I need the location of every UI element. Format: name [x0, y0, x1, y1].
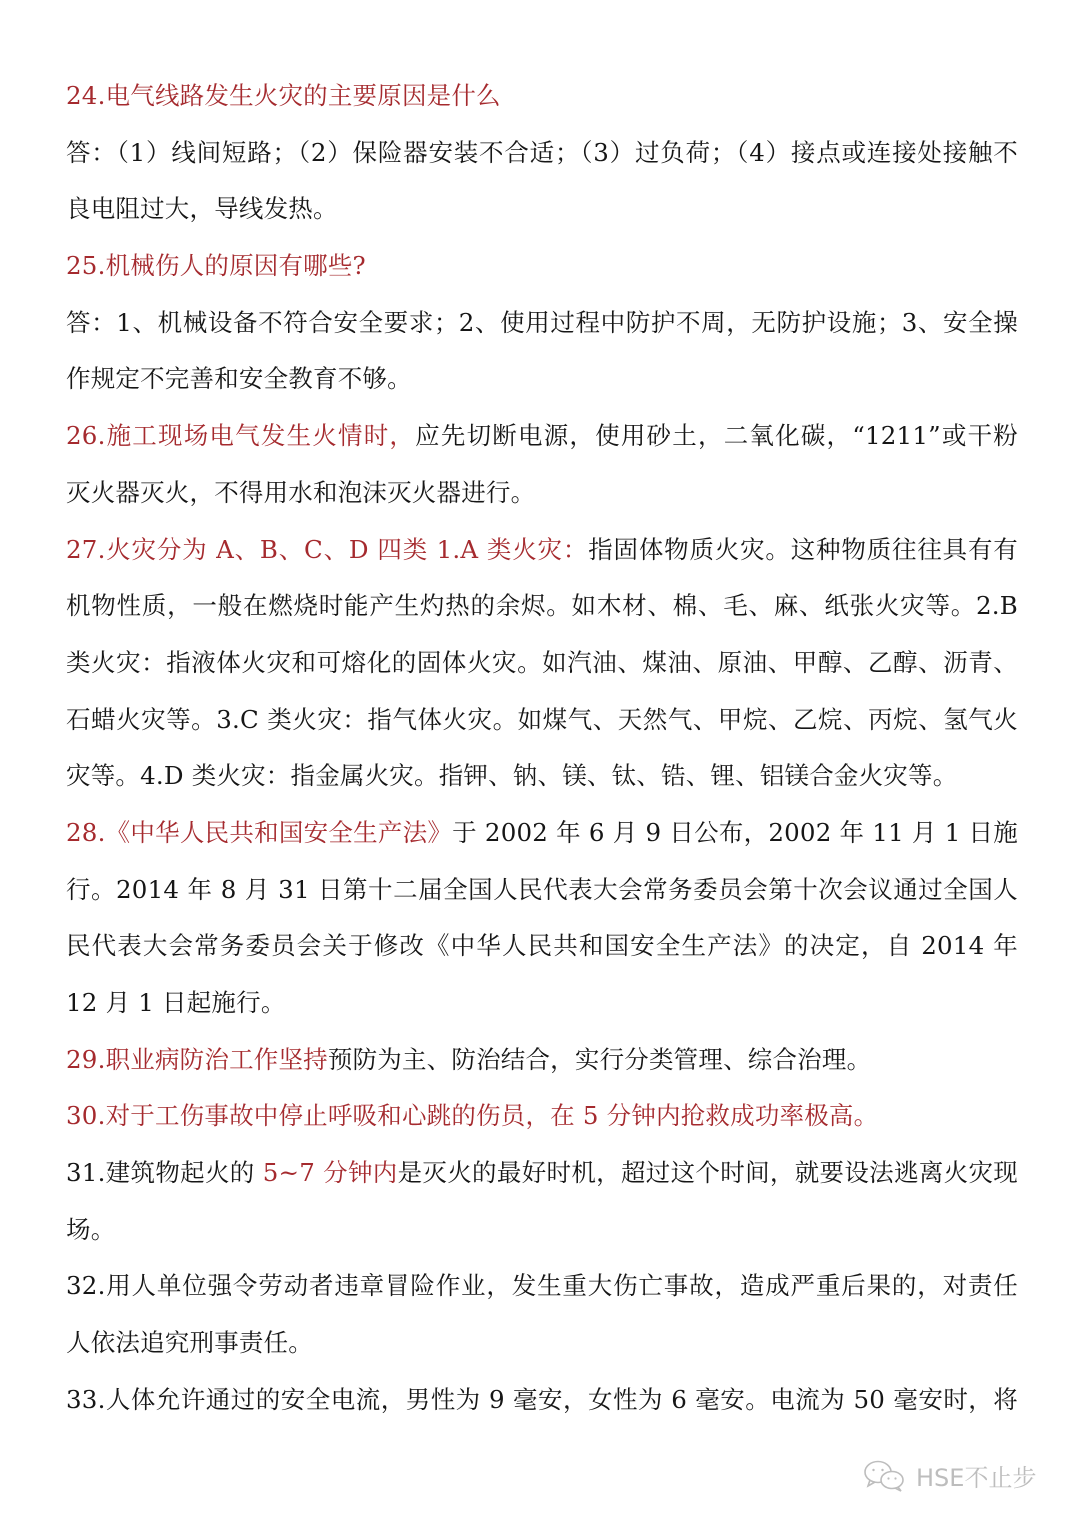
text-segment: 31.建筑物起火的 [66, 1158, 263, 1188]
item-29 [66, 1037, 1018, 1094]
text-segment: 人依法追究刑事责任。 [66, 1328, 313, 1358]
text-segment: 是灭火的最好时机，超过这个时间，就要设法逃离火灾现 [397, 1158, 1018, 1188]
text-segment: 25.机械伤人的原因有哪些? [66, 251, 366, 281]
text-segment-highlight: 28.《中华人民共和国安全生产法》 [66, 817, 453, 847]
question-heading-25 [66, 243, 1018, 300]
text-segment: 于 2002 年 6 月 9 日公布，2002 年 11 月 1 日施 [452, 817, 1018, 847]
watermark [862, 1458, 1036, 1493]
item-31 [66, 1150, 1018, 1207]
item-28 [66, 810, 1018, 867]
text-segment: 32.用人单位强令劳动者违章冒险作业，发生重大伤亡事故，造成严重后果的，对责任 [66, 1271, 1018, 1301]
item-26-cont [66, 470, 1018, 527]
question-heading-24 [66, 73, 1018, 130]
text-segment: 33.人体允许通过的安全电流，男性为 9 毫安，女性为 6 毫安。电流为 50 毫安时，将 [66, 1384, 1018, 1414]
item-28-cont-1 [66, 867, 1018, 924]
answer-text-24 [66, 130, 1018, 187]
text-segment: 答：（1）线间短路；（2）保险器安装不合适；（3）过负荷；（4）接点或连接处接触不 [66, 137, 1018, 167]
text-segment: 类火灾：指液体火灾和可熔化的固体火灾。如汽油、煤油、原油、甲醇、乙醇、沥青、 [66, 647, 1018, 677]
answer-text-25 [66, 300, 1018, 357]
text-segment: 机物性质，一般在燃烧时能产生灼热的余烬。如木材、棉、毛、麻、纸张火灾等。2.B [66, 591, 1018, 621]
item-27-cont-2 [66, 640, 1018, 697]
item-33 [66, 1377, 1018, 1434]
text-segment: 石蜡火灾等。3.C 类火灾：指气体火灾。如煤气、天然气、甲烷、乙烷、丙烷、氢气火 [66, 704, 1018, 734]
item-27-cont-1 [66, 583, 1018, 640]
item-27-cont-4 [66, 753, 1018, 810]
answer-text-24-cont [66, 186, 1018, 243]
text-segment: 行。2014 年 8 月 31 日第十二届全国人民代表大会常务委员会第十次会议通过全国人 [66, 874, 1018, 904]
text-segment-highlight: 26.施工现场电气发生火情时， [66, 421, 416, 451]
text-segment: 应先切断电源，使用砂土，二氧化碳，“1211”或干粉 [415, 421, 1018, 451]
item-28-cont-2 [66, 923, 1018, 980]
item-30 [66, 1093, 1018, 1150]
item-32 [66, 1263, 1018, 1320]
item-27-cont-3 [66, 697, 1018, 754]
text-segment: 民代表大会常务委员会关于修改《中华人民共和国安全生产法》的决定，自 2014 年 [66, 931, 1018, 961]
answer-text-25-cont [66, 356, 1018, 413]
text-segment: 预防为主、防治结合，实行分类管理、综合治理。 [327, 1044, 872, 1074]
text-segment-highlight: 30.对于工伤事故中停止呼吸和心跳的伤员，在 5 分钟内抢救成功率极高。 [66, 1101, 879, 1131]
text-segment: 指固体物质火灾。这种物质往往具有有 [588, 534, 1018, 564]
item-26 [66, 413, 1018, 470]
item-31-cont [66, 1207, 1018, 1264]
wechat-icon [862, 1459, 908, 1493]
text-segment: 场。 [66, 1214, 116, 1244]
text-segment: 24.电气线路发生火灾的主要原因是什么 [66, 81, 501, 110]
text-segment: 答：1、机械设备不符合安全要求；2、使用过程中防护不周，无防护设施；3、安全操 [66, 307, 1018, 337]
text-segment: 良电阻过大，导线发热。 [66, 194, 338, 224]
document-page [66, 73, 1018, 1434]
item-32-cont [66, 1320, 1018, 1377]
text-segment-highlight: 29.职业病防治工作坚持 [66, 1044, 328, 1074]
text-segment: 12 月 1 日起施行。 [66, 988, 286, 1017]
text-segment: 灾等。4.D 类火灾：指金属火灾。指钾、钠、镁、钛、锆、锂、铝镁合金火灾等。 [66, 761, 958, 791]
watermark-text: HSE不止步 [916, 1464, 1037, 1492]
text-segment-highlight: 27.火灾分为 A、B、C、D 四类 1.A 类火灾： [66, 534, 589, 564]
text-segment: 灭火器灭火，不得用水和泡沫灭火器进行。 [66, 477, 536, 507]
text-segment-highlight: 5~7 分钟内 [262, 1158, 398, 1188]
text-segment: 作规定不完善和安全教育不够。 [66, 364, 412, 394]
item-28-cont-3 [66, 980, 1018, 1037]
item-27 [66, 527, 1018, 584]
